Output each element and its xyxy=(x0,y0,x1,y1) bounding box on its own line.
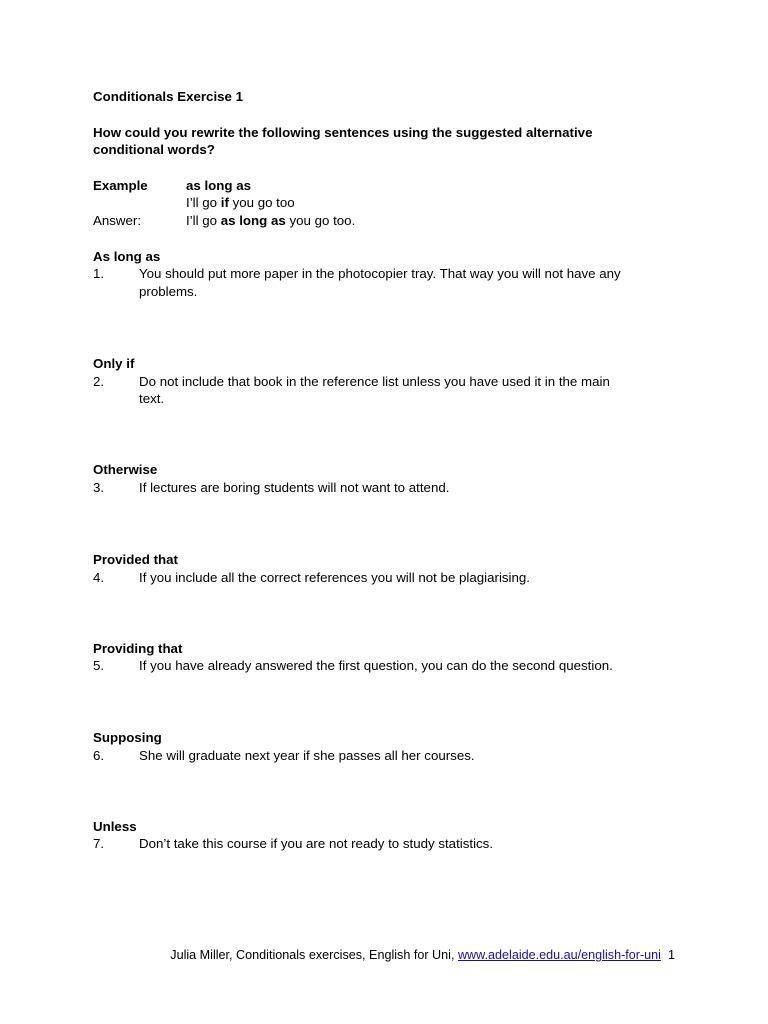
exercise-number: 7. xyxy=(93,836,105,851)
exercise-number: 2. xyxy=(93,374,105,389)
example-sentence-pre: I’ll go xyxy=(186,195,221,210)
answer-sentence-bold: as long as xyxy=(220,213,286,228)
exercise-sentence-line: If lectures are boring students will not want to attend. xyxy=(139,480,450,495)
exercise-heading: Unless xyxy=(93,819,137,834)
exercise-sentence-line: You should put more paper in the photocopier tray. That way you will not have any xyxy=(139,266,621,281)
exercise-heading: As long as xyxy=(93,249,161,264)
instruction-text: How could you rewrite the following sentences using the suggested alternative conditional words? xyxy=(93,125,593,157)
example-sentence-bold: if xyxy=(220,195,229,210)
exercise-sentence-line: Do not include that book in the reference list unless you have used it in the main xyxy=(139,374,610,389)
exercise-heading: Provided that xyxy=(93,552,178,567)
exercise-heading: Supposing xyxy=(93,730,162,745)
exercise-sentence-line: If you have already answered the first question, you can do the second question. xyxy=(139,658,613,673)
exercise-sentence-line: text. xyxy=(139,391,165,406)
exercise-heading: Providing that xyxy=(93,641,183,656)
page-number: 1 xyxy=(667,948,675,962)
example-label: Example xyxy=(93,178,148,193)
exercise-heading: Only if xyxy=(93,356,135,371)
exercise-number: 4. xyxy=(93,570,105,585)
answer-label: Answer: xyxy=(93,213,142,228)
exercise-heading: Otherwise xyxy=(93,462,158,477)
exercise-title: Conditionals Exercise 1 xyxy=(93,89,244,104)
exercise-number: 6. xyxy=(93,748,105,763)
exercise-number: 1. xyxy=(93,266,105,281)
exercise-number: 5. xyxy=(93,658,105,673)
answer-sentence-post: you go too. xyxy=(285,213,356,228)
exercise-sentence-line: If you include all the correct references you will not be plagiarising. xyxy=(139,570,530,585)
exercise-number: 3. xyxy=(93,480,105,495)
exercise-sentence-line: Don’t take this course if you are not ready to study statistics. xyxy=(139,836,494,851)
page-footer xyxy=(170,947,675,964)
footer-link[interactable]: www.adelaide.edu.au/english-for-uni xyxy=(457,948,661,962)
exercise-sentence-line: problems. xyxy=(139,284,198,299)
answer-sentence-pre: I’ll go xyxy=(186,213,221,228)
example-term: as long as xyxy=(186,178,252,193)
example-sentence-post: you go too xyxy=(228,195,295,210)
exercise-sentence-line: She will graduate next year if she passes all her courses. xyxy=(139,748,475,763)
footer-text: Julia Miller, Conditionals exercises, English for Uni, xyxy=(170,948,458,962)
answer-sentence xyxy=(186,212,355,229)
footer-spacer xyxy=(661,948,668,962)
example-sentence xyxy=(186,194,295,211)
